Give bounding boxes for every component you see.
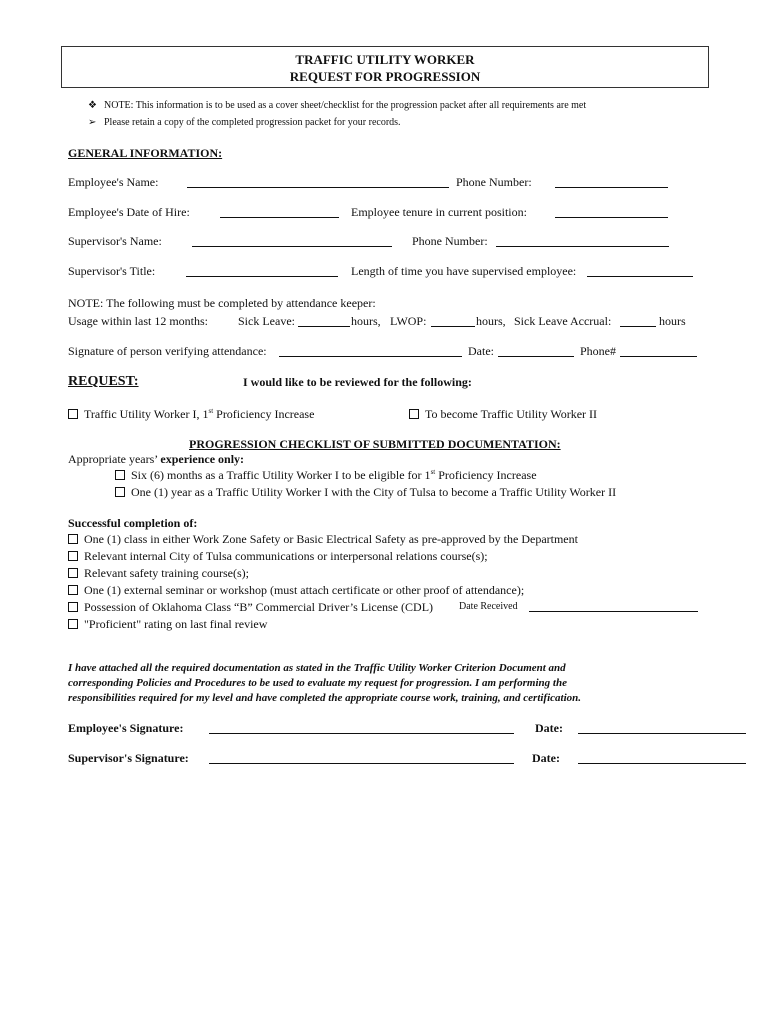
checkbox-option-1[interactable] [68,409,78,419]
checkbox-success-2[interactable] [68,551,78,561]
phone-number-field[interactable] [555,187,668,188]
success-item-6[interactable]: "Proficient" rating on last final review [68,617,267,632]
experience-label: Appropriate years’ experience only: [68,452,245,466]
verify-phone-label: Phone# [580,344,616,358]
supervisor-signature-label: Supervisor's Signature: [68,751,189,765]
supervisor-name-label: Supervisor's Name: [68,234,162,248]
verify-date-field[interactable] [498,356,574,357]
tenure-label: Employee tenure in current position: [351,205,527,219]
signature-verify-label: Signature of person verifying attendance: [68,344,267,358]
accrual-label: Sick Leave Accrual: [514,314,612,328]
checkbox-exp-1[interactable] [115,470,125,480]
request-option-2[interactable]: To become Traffic Utility Worker II [409,407,597,422]
success-item-1[interactable]: One (1) class in either Work Zone Safety or Basic Electrical Safety as pre-approved by the Department [68,532,578,547]
checklist-heading: PROGRESSION CHECKLIST OF SUBMITTED DOCUMENTATION: [189,437,561,451]
accrual-field[interactable] [620,326,656,327]
date-received-label: Date Received [459,601,518,612]
verify-date-label: Date: [468,344,494,358]
general-heading: GENERAL INFORMATION: [68,146,223,160]
lwop-field[interactable] [431,326,475,327]
date-of-hire-field[interactable] [220,217,339,218]
attestation-line-2: corresponding Policies and Procedures to be used to evaluate my request for progression. I am performing the [68,677,567,689]
supervisor-name-field[interactable] [192,246,392,247]
date-received-field[interactable] [529,611,698,612]
supervisor-signature-field[interactable] [209,763,514,764]
supervisor-phone-label: Phone Number: [412,234,488,248]
signature-verify-field[interactable] [279,356,462,357]
supervisor-date-field[interactable] [578,763,746,764]
title-box [61,46,709,88]
arrow-bullet-icon: ➢ [88,117,97,128]
sick-leave-field[interactable] [298,326,350,327]
tenure-field[interactable] [555,217,668,218]
success-item-2[interactable]: Relevant internal City of Tulsa communications or interpersonal relations course(s); [68,549,488,564]
employee-name-field[interactable] [187,187,449,188]
employee-date-label: Date: [535,721,563,735]
checkbox-success-1[interactable] [68,534,78,544]
checkbox-success-3[interactable] [68,568,78,578]
checkbox-success-5[interactable] [68,602,78,612]
note-bullet-1: ❖ NOTE: This information is to be used as a cover sheet/checklist for the progression packet after all requirements are met [88,100,587,111]
success-heading: Successful completion of: [68,516,198,530]
form-subtitle: REQUEST FOR PROGRESSION [289,69,481,84]
request-option-1[interactable]: Traffic Utility Worker I, 1st Proficiency Increase [68,407,314,422]
phone-number-label: Phone Number: [456,175,532,189]
supervisor-phone-field[interactable] [496,246,669,247]
sick-leave-label: Sick Leave: [238,314,295,328]
checkbox-exp-2[interactable] [115,487,125,497]
usage-label: Usage within last 12 months: [68,314,208,328]
success-item-4[interactable]: One (1) external seminar or workshop (must attach certificate or other proof of attendance); [68,583,524,598]
employee-name-label: Employee's Name: [68,175,159,189]
supervisor-title-label: Supervisor's Title: [68,264,156,278]
employee-date-field[interactable] [578,733,746,734]
attestation-line-1: I have attached all the required documentation as stated in the Traffic Utility Worker Criterion Document and [68,662,566,674]
experience-item-1[interactable]: Six (6) months as a Traffic Utility Worker I to be eligible for 1st Proficiency Increase [115,468,537,483]
attendance-note: NOTE: The following must be completed by attendance keeper: [68,296,376,310]
sick-leave-hours: hours, [351,314,381,328]
checkbox-success-6[interactable] [68,619,78,629]
experience-item-2[interactable]: One (1) year as a Traffic Utility Worker I with the City of Tulsa to become a Traffic Utility Worker II [115,485,616,500]
checkbox-success-4[interactable] [68,585,78,595]
supervisor-date-label: Date: [532,751,560,765]
employee-signature-field[interactable] [209,733,514,734]
lwop-label: LWOP: [390,314,427,328]
verify-phone-field[interactable] [620,356,697,357]
lwop-hours: hours, [476,314,506,328]
supervisor-title-field[interactable] [186,276,338,277]
accrual-hours: hours [659,314,686,328]
request-heading: REQUEST: [68,374,139,389]
request-prompt: I would like to be reviewed for the following: [243,375,472,389]
supervised-length-field[interactable] [587,276,693,277]
form-title: TRAFFIC UTILITY WORKER [295,52,475,67]
note-bullet-2: ➢ Please retain a copy of the completed progression packet for your records. [88,117,401,128]
checkbox-option-2[interactable] [409,409,419,419]
supervised-length-label: Length of time you have supervised employee: [351,264,577,278]
success-item-3[interactable]: Relevant safety training course(s); [68,566,249,581]
success-item-5[interactable]: Possession of Oklahoma Class “B” Commercial Driver’s License (CDL) [68,600,433,615]
attestation-line-3: responsibilities required for my level and have completed the appropriate course work, training, and certification. [68,692,582,704]
diamond-bullet-icon: ❖ [88,100,97,111]
date-of-hire-label: Employee's Date of Hire: [68,205,190,219]
employee-signature-label: Employee's Signature: [68,721,184,735]
